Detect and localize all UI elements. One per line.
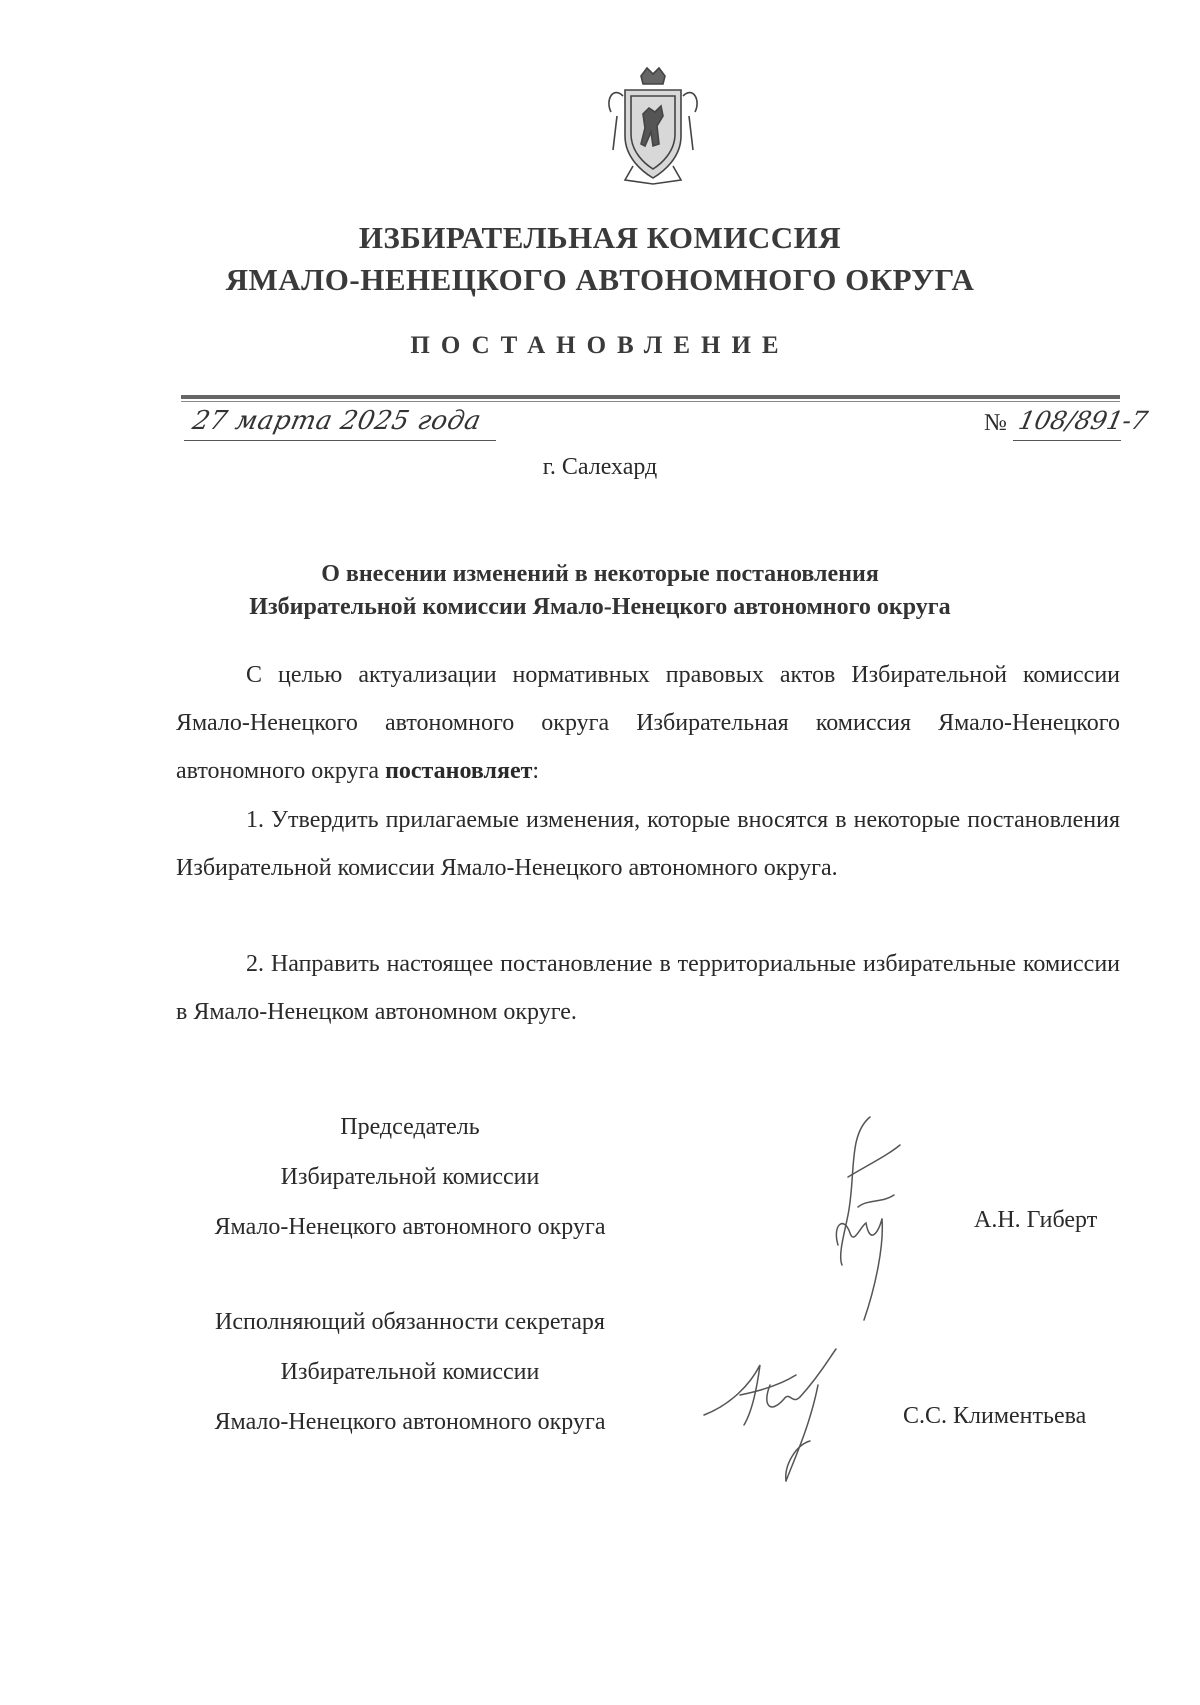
secretary-name: С.С. Климентьева — [903, 1403, 1087, 1429]
secretary-signature — [700, 1345, 880, 1485]
organization-name-line2: ЯМАЛО-НЕНЕЦКОГО АВТОНОМНОГО ОКРУГА — [225, 262, 975, 297]
coat-of-arms-icon — [603, 66, 703, 188]
subject-line2: Избирательной комиссии Ямало-Ненецкого автономного округа — [249, 594, 951, 620]
chairman-signature — [808, 1115, 928, 1325]
number-label: № — [984, 410, 1007, 436]
header-divider-thin — [181, 401, 1120, 402]
secretary-title-line3: Ямало-Ненецкого автономного округа — [214, 1409, 606, 1435]
chairman-title-line1: Председатель — [340, 1114, 480, 1140]
subject-line1: О внесении изменений в некоторые постановления — [321, 561, 879, 587]
preamble-paragraph — [176, 651, 1120, 795]
number-underline — [1013, 440, 1121, 441]
city: г. Салехард — [542, 454, 658, 480]
organization-name-line1: ИЗБИРАТЕЛЬНАЯ КОМИССИЯ — [358, 220, 842, 255]
document-type: ПОСТАНОВЛЕНИЕ — [410, 332, 790, 359]
chairman-title-line2: Избирательной комиссии — [280, 1164, 540, 1190]
secretary-title — [150, 1297, 670, 1447]
chairman-name: А.Н. Гиберт — [974, 1207, 1098, 1233]
date-underline — [184, 440, 496, 441]
resolves-word: постановляет — [385, 758, 533, 784]
chairman-title — [150, 1102, 670, 1252]
preamble-colon: : — [532, 758, 540, 784]
item-1-paragraph: 1. Утвердить прилагаемые изменения, которые вносятся в некоторые постановления Избирательной комиссии Ямало-Ненецкого автономного округа. — [176, 807, 1120, 881]
document-number: 108/891-7 — [1015, 406, 1151, 435]
chairman-title-line3: Ямало-Ненецкого автономного округа — [214, 1214, 606, 1240]
preamble-text: С целью актуализации нормативных правовых актов Избирательной комиссии Ямало-Ненецкого автономного округа Избирательная комиссия Ямало-Ненецкого автономного округа — [176, 662, 1120, 784]
secretary-title-line1: Исполняющий обязанности секретаря — [215, 1309, 605, 1335]
item-2-paragraph: 2. Направить настоящее постановление в территориальные избирательные комиссии в Ямало-Ненецком автономном округе. — [176, 951, 1120, 1025]
secretary-title-line2: Избирательной комиссии — [280, 1359, 540, 1385]
header-divider — [181, 395, 1120, 399]
document-date: 27 марта 2025 года — [189, 406, 484, 436]
